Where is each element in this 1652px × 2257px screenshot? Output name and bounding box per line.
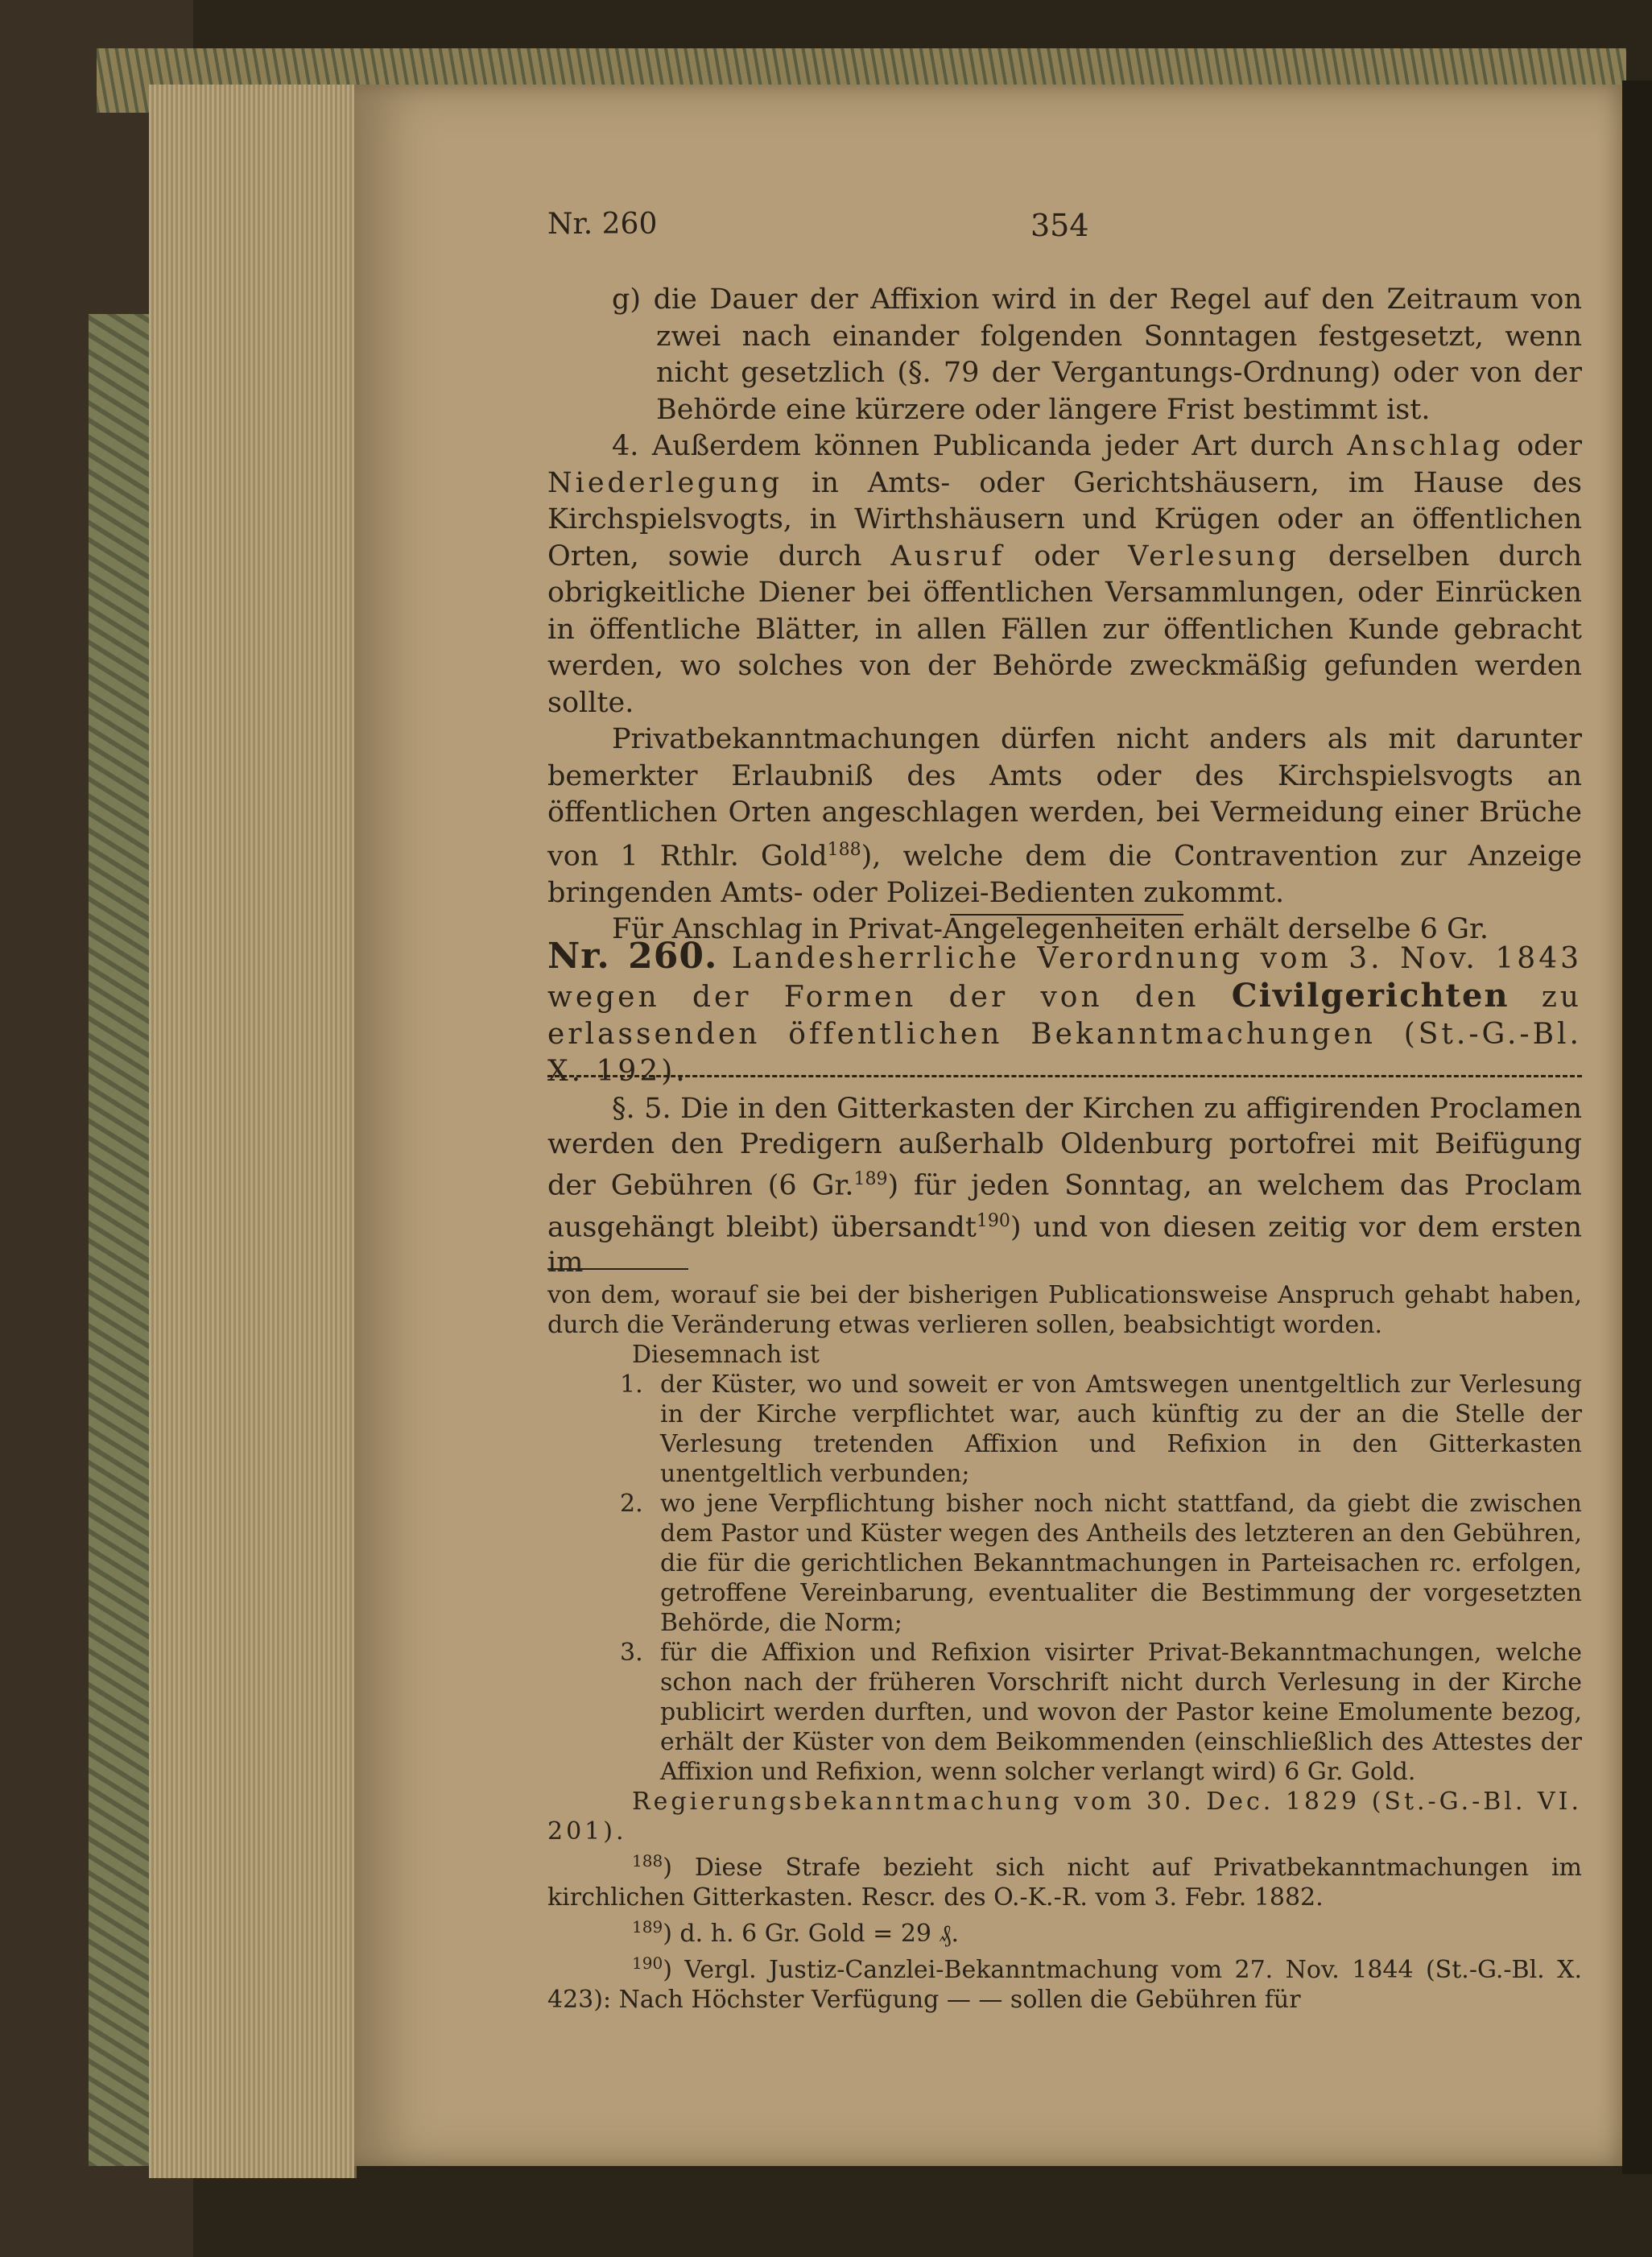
dashed-rule: [547, 1075, 1582, 1077]
footnote-text: ) Diese Strafe bezieht sich nicht auf Privatbekanntmachungen im kirchlichen Gitterkasten. Rescr. des O.-K.-R. vom 3. Febr. 1882.: [547, 1854, 1582, 1912]
section-title-bold: Civilgerichten: [1231, 977, 1510, 1015]
paragraph-text: §. 5. Die in den Gitterkasten der Kirchen zu affigirenden Proclamen werden den Predigern außerhalb Oldenburg portofrei mit Beifügung der Gebühren (6 Gr.: [547, 1093, 1582, 1202]
spaced-word: Niederlegung: [547, 466, 783, 499]
spaced-word: Anschlag: [1347, 430, 1504, 462]
section-number: Nr. 260.: [547, 936, 718, 977]
page-stack-edge: [149, 85, 357, 2178]
footnote-ref: 189: [853, 1169, 888, 1189]
footnote-190: [547, 1949, 1582, 2015]
paragraph-anschlag: Für Anschlag in Privat-Angelegenheiten erhält derselbe 6 Gr.: [612, 913, 1489, 946]
footnote-rule: [547, 1268, 688, 1270]
footnote-ref: 188: [827, 839, 861, 860]
paragraph-text: ), welche dem die Contravention zur Anzeige bringenden Amts- oder Polizei-Bedienten zukommt.: [547, 840, 1582, 909]
paragraph-4-text: 4. Außerdem können Publicanda jeder Art durch: [612, 430, 1348, 462]
footnote-diesemnach: Diesemnach ist: [632, 1341, 820, 1369]
list-item-text: wo jene Verpflichtung bisher noch nicht stattfand, da giebt die zwischen dem Pastor und Küster wegen des Antheils des letzteren an den Gebühren, die für die gerichtlichen Bekanntmachungen in Parteisachen rc. erfolgen, getroffene Vereinbarung, eventualiter die Bestimmung der vorgesetzten Behörde, die Norm;: [660, 1490, 1582, 1637]
spaced-word: Verlesung: [1128, 539, 1299, 573]
section-heading: [547, 938, 1582, 1090]
footnote-188: [547, 1846, 1582, 1912]
footnote-continuation: von dem, worauf sie bei der bisherigen Publicationsweise Anspruch gehabt haben, durch die Veränderung etwas verlieren sollen, beabsichtigt worden.: [547, 1281, 1582, 1339]
footnote-text: ) d. h. 6 Gr. Gold = 29 ₰.: [663, 1920, 960, 1948]
paragraph-4: [547, 428, 1582, 721]
body-text: [547, 282, 1582, 949]
footnotes: [547, 1280, 1582, 2015]
paragraph-4-text: in Amts- oder Gerichtshäusern, im Hause des Kirchspielsvogts, in Wirthshäusern und Krügen oder an öffentlichen Orten, sowie durch: [547, 466, 1582, 573]
paragraph-text: ) und von diesen zeitig vor dem ersten im: [547, 1211, 1582, 1279]
paragraph-5: [547, 1091, 1582, 1280]
running-header: [547, 201, 1582, 250]
footnote-189: [547, 1912, 1582, 1949]
spaced-word: Ausruf: [890, 539, 1006, 573]
paragraph-4-text: oder: [1503, 430, 1582, 462]
footnote-number: 189: [632, 1917, 663, 1937]
list-item-text: für die Affixion und Refixion visirter Privat-Bekanntmachungen, welche schon nach der früheren Vorschrift nicht durch Verlesung in der Kirche publicirt werden durften, und wovon der Pastor keine Emolumente bezog, erhält der Küster von dem Beikommenden (einschließlich des Attestes der Affixion und Refixion, wenn solcher verlangt wird) 6 Gr. Gold.: [660, 1639, 1582, 1786]
header-issue-number: Nr. 260: [547, 208, 658, 241]
paragraph-g: g) die Dauer der Affixion wird in der Regel auf den Zeitraum von zwei nach einander folgenden Sonntagen festgesetzt, wenn nicht gesetzlich (§. 79 der Vergantungs-Ordnung) oder von der Behörde eine kürzere oder längere Frist bestimmt ist.: [612, 283, 1582, 426]
section-body: [547, 1091, 1582, 1280]
paragraph-text: ) für jeden Sonntag, an welchem das Proclam ausgehängt bleibt) übersandt: [547, 1169, 1582, 1244]
paragraph-4-text: derselben durch obrigkeitliche Diener bei öffentlichen Versammlungen, oder Einrücken in öffentliche Blätter, in allen Fällen zur öffentlichen Kunde gebracht werden, wo solches von der Behörde zweckmäßig gefunden werden sollte.: [547, 539, 1583, 719]
footnote-ref: 190: [976, 1210, 1010, 1231]
paragraph-4-text: oder: [1005, 539, 1129, 573]
footnote-list: [547, 1370, 1582, 1787]
background-edge: [1622, 81, 1652, 2174]
list-item: [547, 1638, 1582, 1787]
footnote-text: ) Vergl. Justiz-Canzlei-Bekanntmachung vom 27. Nov. 1844 (St.-G.-Bl. X. 423): Nach Höchster Verfügung — — sollen die Gebühren für: [547, 1956, 1582, 2014]
paragraph-text: Privatbekanntmachungen dürfen nicht anders als mit darunter bemerkter Erlaubniß des Amts oder des Kirchspielsvogts an öffentlichen Orten angeschlagen werden, bei Vermeidung einer Brüche von 1 Rthlr. Gold: [547, 723, 1582, 873]
footnote-number: 188: [632, 1851, 663, 1870]
list-item-number: 3.: [620, 1639, 643, 1667]
footnote-regierung: Regierungsbekanntmachung vom 30. Dec. 1829 (St.-G.-Bl. VI. 201).: [547, 1788, 1582, 1846]
footnote-number: 190: [632, 1953, 663, 1973]
section-divider: [950, 914, 1183, 916]
paragraph-privatbekanntmachungen: [547, 721, 1582, 911]
list-item: [547, 1489, 1582, 1638]
section-title-text: Landesherrliche Verordnung vom 3. Nov. 1843 wegen der Formen der von den: [547, 942, 1582, 1014]
list-item-number: 1.: [620, 1370, 643, 1399]
page-number: 354: [1030, 208, 1089, 243]
section-title-text: zu erlassenden öffentlichen Bekanntmachungen (St.-G.-Bl. X. 192).: [547, 981, 1582, 1088]
list-item-number: 2.: [620, 1490, 643, 1518]
list-item-text: der Küster, wo und soweit er von Amtswegen unentgeltlich zur Verlesung in der Kirche verpflichtet war, auch künftig zu der an die Stelle der Verlesung tretenden Affixion und Refixion in den Gitterkasten unentgeltlich verbunden;: [660, 1370, 1582, 1488]
list-item: [547, 1370, 1582, 1489]
